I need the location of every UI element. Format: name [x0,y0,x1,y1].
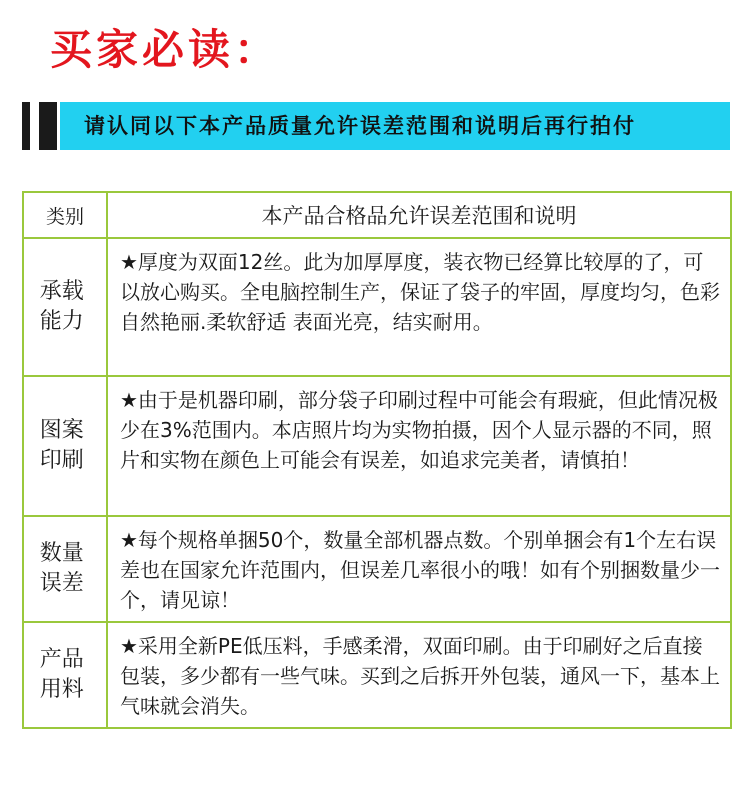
banner-text: 请认同以下本产品质量允许误差范围和说明后再行拍付 [84,113,636,138]
banner-accent-bar [22,102,30,150]
page-title: 买家必读： [50,25,281,74]
category-label: 图案印刷 [39,418,84,473]
table-row [23,622,731,728]
description-cell: ★采用全新PE低压料，手感柔滑，双面印刷。由于印刷好之后直接包装，多少都有一些气味。买到之后拆开外包装，通风一下，基本上气味就会消失。 [107,622,731,728]
category-cell [23,376,107,516]
category-label: 产品用料 [39,647,84,702]
header-description: 本产品合格品允许误差范围和说明 [107,192,731,238]
category-cell [23,238,107,376]
category-cell [23,622,107,728]
table-header-row [23,192,731,238]
banner-accent-bar [39,102,57,150]
category-label: 承载能力 [39,279,84,334]
category-label: 数量误差 [39,541,84,596]
description-cell: ★由于是机器印刷，部分袋子印刷过程中可能会有瑕疵，但此情况极少在3%范围内。本店照片均为实物拍摄，因个人显示器的不同，照片和实物在颜色上可能会有误差，如追求完美者，请慎拍！ [107,376,731,516]
table-row [23,238,731,376]
table-row [23,516,731,622]
table-row [23,376,731,516]
tolerance-table [22,191,732,729]
header-category: 类别 [23,192,107,238]
description-cell: ★每个规格单捆50个，数量全部机器点数。个别单捆会有1个左右误差也在国家允许范围内，但误差几率很小的哦！如有个别捆数量少一个，请见谅！ [107,516,731,622]
category-cell [23,516,107,622]
notice-banner [22,102,730,150]
description-cell: ★厚度为双面12丝。此为加厚厚度，装衣物已经算比较厚的了，可以放心购买。全电脑控制生产，保证了袋子的牢固，厚度均匀，色彩自然艳丽.柔软舒适 表面光亮，结实耐用。 [107,238,731,376]
